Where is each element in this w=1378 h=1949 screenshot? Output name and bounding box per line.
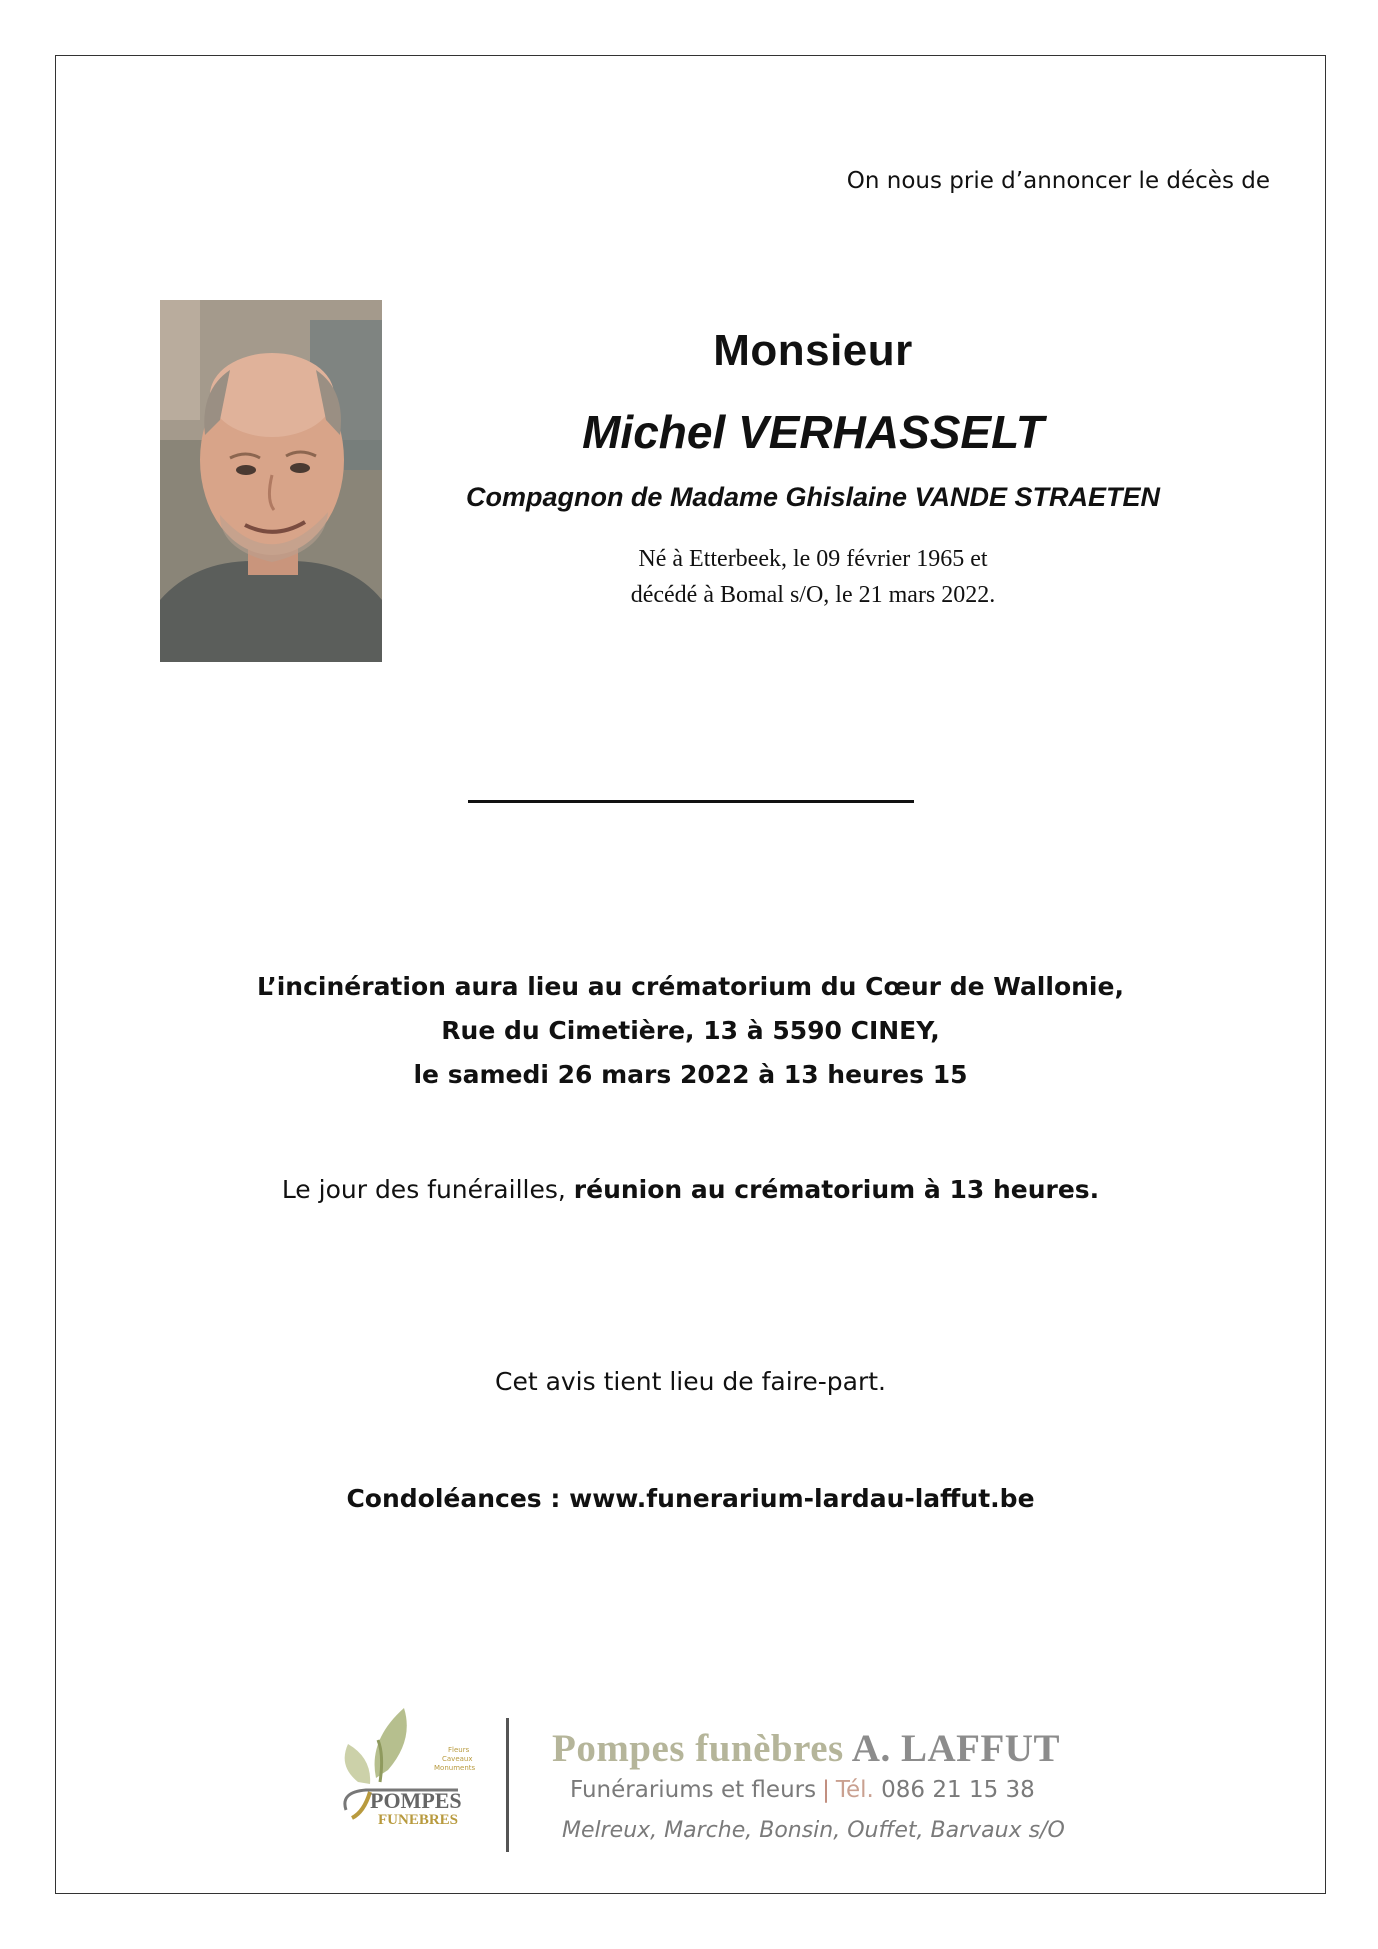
honorific-title: Monsieur — [713, 326, 913, 375]
deceased-name: Michel VERHASSELT — [582, 406, 1044, 458]
contact-separator: | — [822, 1777, 830, 1803]
condolences-link[interactable]: Condoléances : www.funerarium-lardau-laffut.be — [346, 1484, 1035, 1513]
meeting-info — [55, 1175, 1326, 1204]
cremation-line-3: le samedi 26 mars 2022 à 13 heures 15 — [413, 1060, 968, 1089]
meeting-bold: réunion au crématorium à 13 heures. — [573, 1175, 1100, 1204]
company-subtitle: Funérariums et fleurs — [570, 1777, 817, 1803]
company-prefix: Pompes funèbres — [552, 1727, 852, 1770]
funeral-home-logo — [318, 1700, 493, 1830]
birth-death-info — [382, 541, 1244, 613]
announcement-intro: On nous prie d’annoncer le décès de — [846, 168, 1270, 194]
svg-text:Caveaux: Caveaux — [442, 1755, 473, 1763]
svg-text:FUNEBRES: FUNEBRES — [378, 1812, 459, 1828]
separator-line — [468, 800, 914, 803]
companion-line: Compagnon de Madame Ghislaine VANDE STRAETEN — [465, 482, 1161, 512]
notice-text: Cet avis tient lieu de faire-part. — [494, 1367, 886, 1396]
company-contact — [570, 1777, 1035, 1803]
cremation-line-1: L’incinération aura lieu au crématorium du Cœur de Wallonie, — [257, 972, 1124, 1001]
svg-text:POMPES: POMPES — [370, 1788, 462, 1813]
meeting-prefix: Le jour des funérailles, — [281, 1175, 574, 1204]
company-locations: Melreux, Marche, Bonsin, Ouffet, Barvaux s/O — [562, 1818, 1065, 1843]
svg-text:Fleurs: Fleurs — [448, 1746, 470, 1754]
birth-line: Né à Etterbeek, le 09 février 1965 et — [638, 546, 988, 572]
footer-divider — [506, 1718, 509, 1852]
portrait-photo — [160, 300, 382, 662]
cremation-details — [55, 965, 1326, 1097]
tel-number: 086 21 15 38 — [881, 1777, 1035, 1803]
cremation-line-2: Rue du Cimetière, 13 à 5590 CINEY, — [441, 1016, 940, 1045]
company-name — [552, 1726, 1060, 1771]
svg-text:Monuments: Monuments — [434, 1764, 476, 1772]
tel-label: Tél. — [835, 1777, 874, 1803]
company-owner: A. LAFFUT — [851, 1727, 1060, 1770]
death-line: décédé à Bomal s/O, le 21 mars 2022. — [630, 582, 996, 608]
